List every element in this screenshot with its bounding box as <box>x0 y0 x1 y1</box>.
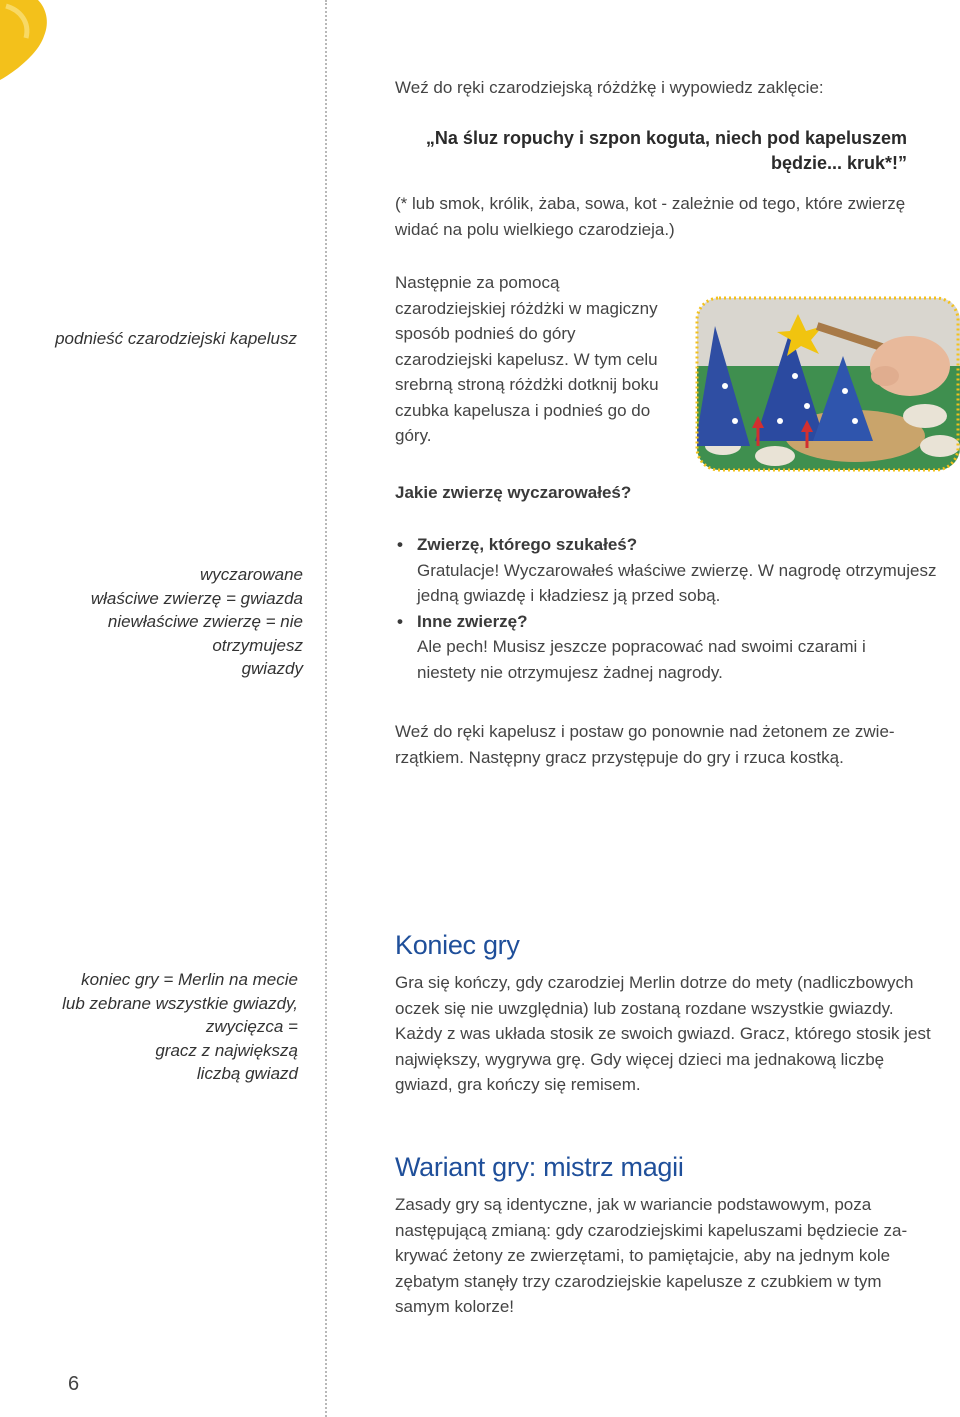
side-note-lift: podnieść czarodziejski kapelusz <box>55 329 297 348</box>
side-note-result: wyczarowane właściwe zwierzę = gwiazda niewłaściwe zwierzę = nie otrzymujesz gwiazdy <box>90 565 303 678</box>
heading-variant: Wariant gry: mistrz magii <box>395 1152 684 1182</box>
end-paragraph: Gra się kończy, gdy czarodziej Merlin dotrze do mety (nadliczbowych oczek się nie uwzględnia) lub zostaną rozdane wszystkie gwiazdy. Każdy z was układa stosik ze swoich gwiazd. Gracz, którego stosik jest największy, wygrywa grę. Gdy więcej dzieci ma jednakową liczbę gwiazd, gra kończy się remisem. <box>395 973 931 1094</box>
side-note-end: koniec gry = Merlin na mecie lub zebrane wszystkie gwiazdy, zwycięzca = gracz z największą liczbą gwiazd <box>62 970 298 1083</box>
game-photo-illustration <box>695 296 960 472</box>
column-divider <box>325 0 327 1417</box>
intro-line: Weź do ręki czarodziejską różdżkę i wypowiedz zaklęcie: <box>395 78 824 97</box>
spell-note: (* lub smok, królik, żaba, sowa, kot - zależnie od tego, które zwierzę widać na polu wielkiego czarodzieja.) <box>395 194 906 239</box>
yellow-splash-decoration <box>0 0 60 80</box>
page-number: 6 <box>68 1373 80 1395</box>
spell-text: „Na śluz ropuchy i szpon koguta, niech pod kapeluszem będzie... kruk*!” <box>425 128 907 173</box>
after-paragraph: Weź do ręki kapelusz i postaw go ponownie nad żetonem ze zwie- rzątkiem. Następny gracz przystępuje do gry i rzuca kostką. <box>395 722 895 767</box>
lift-paragraph: Następnie za pomocą czarodziejskiej różdżki w magiczny sposób podnieś do góry czarodziejski kapelusz. W tym celu srebrną stroną różdżki dotknij boku czubka kapelusza i podnieś go do góry. <box>395 273 659 445</box>
bullet-correct: • Zwierzę, którego szukałeś? <box>397 532 957 558</box>
heading-end-game: Koniec gry <box>395 930 520 960</box>
result-bullets: • Zwierzę, którego szukałeś? Gratulacje! Wyczarowałeś właściwe zwierzę. W nagrodę otrzymujesz jedną gwiazdę i kładziesz ją przed sobą. • Inne zwierzę? Ale pech! Musisz jeszcze popracować nad swoimi czarami i niestety nie otrzymujesz żadnej nagrody. <box>397 532 957 685</box>
variant-paragraph: Zasady gry są identyczne, jak w wariancie podstawowym, poza następującą zmianą: gdy czarodziejskimi kapeluszami będziecie za- krywać żetony ze zwierzętami, to pamiętajcie, aby na jednym kole zębatym stanęły trzy czarodziejskie kapelusze z czubkiem w tym samym kolorze! <box>395 1195 908 1316</box>
result-question: Jakie zwierzę wyczarowałeś? <box>395 483 632 502</box>
bullet-wrong: • Inne zwierzę? <box>397 609 957 635</box>
